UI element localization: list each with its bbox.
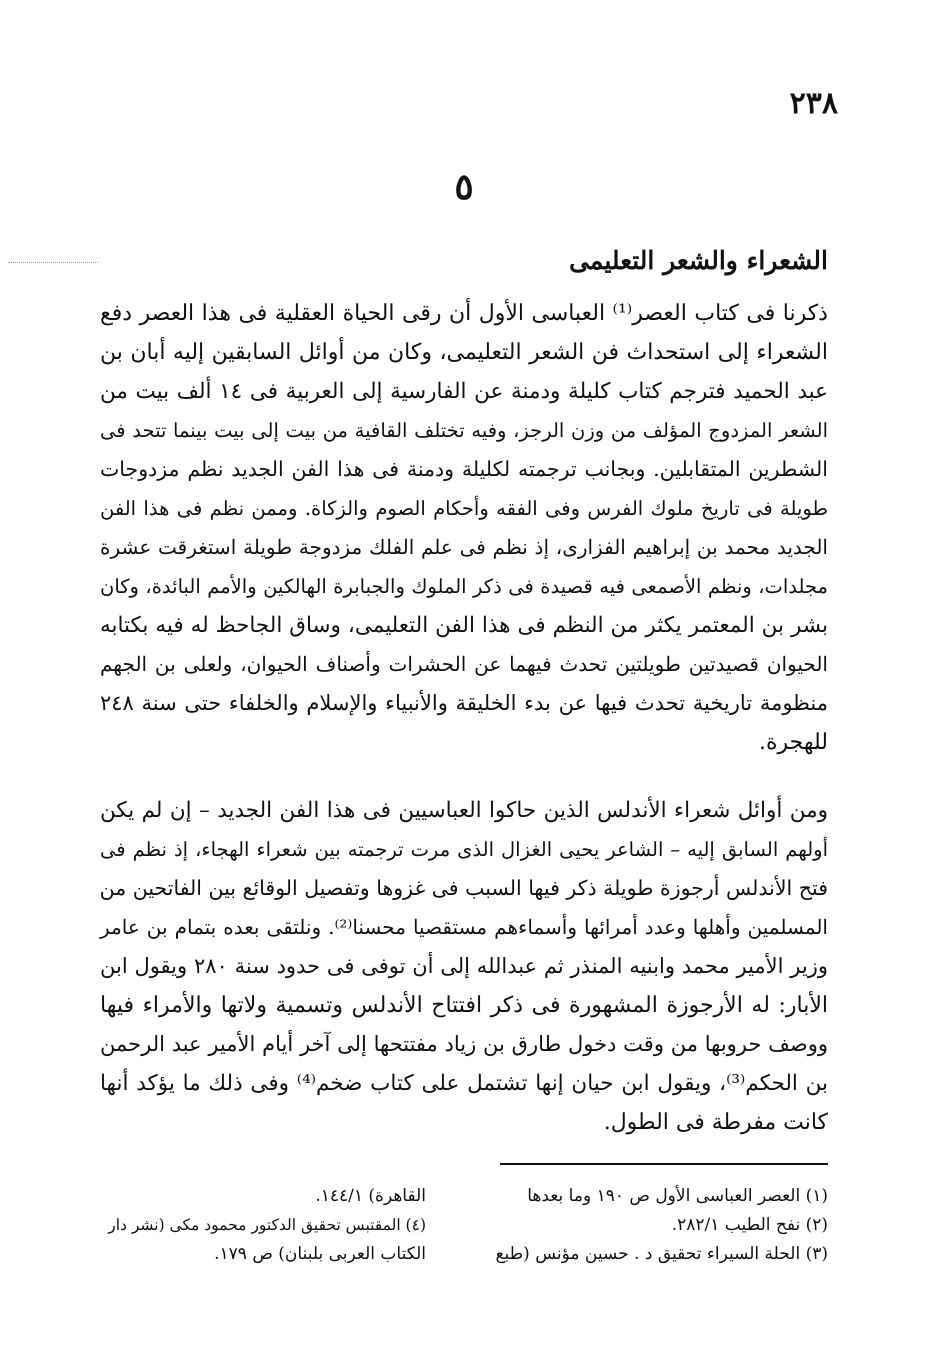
text-line: ووصف حروبها من وقت دخول طارق بن زياد مفتتحها إلى آخر أيام الأمير عبد الرحمن: [100, 1032, 828, 1056]
text-line: مجلدات، ونظم الأصمعى فيه قصيدة فى ذكر الملوك والجبابرة الهالكين والأمم البائدة، وكان: [100, 575, 828, 598]
text-line: ومن أوائل شعراء الأندلس الذين حاكوا العباسيين فى هذا الفن الجديد – إن لم يكن: [100, 798, 828, 823]
text-line: الشعر المزدوج المؤلف من وزن الرجز، وفيه تختلف القافية من بيت إلى بيت بينما تتحد فى: [100, 419, 828, 442]
footnote: الكتاب العربى بلبنان) ص ١٧٩.: [214, 1244, 426, 1264]
text-line: فتح الأندلس أرجوزة طويلة ذكر فيها السبب فى غزوها وتفصيل الوقائع بين الفاتحين من: [99, 876, 828, 900]
text-line: الشطرين المتقابلين. وبجانب ترجمته لكليلة ودمنة فى هذا الفن الجديد نظم مزدوجات: [100, 457, 828, 481]
footnote: (٤) المقتبس تحقيق الدكتور محمود مكى (نشر دار: [108, 1216, 426, 1234]
text-line: طويلة فى تاريخ ملوك الفرس وفى الفقه وأحكام الصوم والزكاة. وممن نظم فى هذا الفن: [100, 497, 828, 520]
text-line: بشر بن المعتمر يكثر من النظم فى هذا الفن التعليمى، وساق الجاحظ له فيه بكتابه: [100, 613, 828, 638]
chapter-number: ٥: [454, 166, 474, 208]
footnote: (٢) نفح الطيب ٢٨٢/١.: [671, 1215, 828, 1235]
text-line: بن الحكم⁽³⁾، ويقول ابن حيان إنها تشتمل على كتاب ضخم⁽⁴⁾ وفى ذلك ما يؤكد أنها: [100, 1071, 828, 1096]
footnotes-right-column: [488, 1182, 828, 1269]
text-line: الجديد محمد بن إبراهيم الفزارى، إذ نظم فى علم الفلك مزدوجة طويلة استغرقت عشرة: [100, 535, 828, 559]
text-line: كانت مفرطة فى الطول.: [603, 1110, 828, 1135]
text-line: للهجرة.: [759, 730, 828, 755]
text-line: المسلمين وأهلها وعدد أمرائها وأسماءهم مستقصيا محسنا⁽²⁾. ونلتقى بعده بتمام بن عامر: [100, 915, 828, 939]
footnotes-left-column: [100, 1182, 426, 1269]
text-line: الحيوان قصيدتين طويلتين تحدث فيهما عن الحشرات وأصناف الحيوان، ولعلى بن الجهم: [100, 652, 828, 676]
text-line: أولهم السابق إليه – الشاعر يحيى الغزال الذى مرت ترجمته بين شعراء الهجاء، إذ نظم فى: [100, 838, 828, 861]
text-line: منظومة تاريخية تحدث فيها عن بدء الخليقة والأنبياء والإسلام والخلفاء حتى سنة ٢٤٨: [100, 691, 828, 715]
text-line: ذكرنا فى كتاب العصر⁽¹⁾ العباسى الأول أن رقى الحياة العقلية فى هذا العصر دفع: [100, 301, 828, 326]
text-line: وزير الأمير محمد وابنيه المنذر ثم عبدالله إلى أن توفى فى حدود سنة ٢٨٠ ويقول ابن: [100, 954, 828, 978]
section-title: الشعراء والشعر التعليمى: [569, 246, 828, 275]
scan-dotted-mark: [8, 262, 98, 263]
footnote: (١) العصر العباسى الأول ص ١٩٠ وما بعدها: [527, 1186, 828, 1206]
page-number: ٢٣٨: [789, 86, 838, 121]
footnote-divider: [500, 1163, 828, 1165]
text-line: الشعراء إلى استحداث فن الشعر التعليمى، وكان من أوائل السابقين إليه أبان بن: [100, 340, 828, 365]
paragraph-1: [100, 294, 828, 762]
footnote: (٣) الحلة السيراء تحقيق د . حسين مؤنس (طبع: [495, 1244, 828, 1264]
footnote: القاهرة) ١٤٤/١.: [315, 1186, 426, 1206]
paragraph-2: [100, 791, 828, 1142]
text-line: الأبار: له الأرجوزة المشهورة فى ذكر افتتاح الأندلس وتسمية ولاتها والأمراء فيها: [100, 993, 828, 1018]
text-line: عبد الحميد فترجم كتاب كليلة ودمنة عن الفارسية إلى العربية فى ١٤ ألف بيت من: [100, 379, 828, 404]
